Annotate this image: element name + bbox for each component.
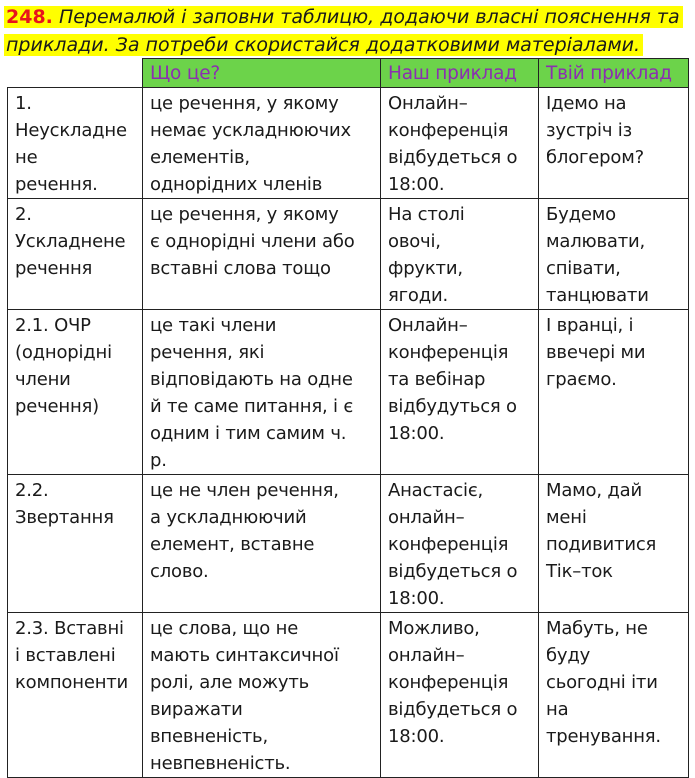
grammar-table	[7, 58, 689, 778]
header-your-example: Твій приклад	[539, 59, 689, 88]
table-row	[8, 475, 689, 613]
header-row	[8, 59, 689, 88]
our-example-cell: Можливо, онлайн– конференція відбудеться о 18:00.	[381, 613, 539, 778]
table-row	[8, 310, 689, 475]
table-row	[8, 613, 689, 778]
task-number: 248.	[6, 6, 53, 28]
task-text: Перемалюй і заповни таблицю, додаючи власні пояснення та приклади. За потреби скористайся додатковими матеріалами.	[6, 6, 680, 56]
table-row	[8, 88, 689, 199]
our-example-cell: Онлайн– конференція та вебінар відбудуться о 18:00.	[381, 310, 539, 475]
our-example-cell: На столі овочі, фрукти, ягоди.	[381, 199, 539, 310]
your-example-cell: І вранці, і ввечері ми граємо.	[539, 310, 689, 475]
our-example-cell: Онлайн– конференція відбудеться о 18:00.	[381, 88, 539, 199]
your-example-cell: Мамо, дай мені подивитися Тік–ток	[539, 475, 689, 613]
table-row	[8, 199, 689, 310]
your-example-cell: Мабуть, не буду сьогодні іти на тренування.	[539, 613, 689, 778]
definition-cell: це такі члени речення, які відповідають на одне й те саме питання, і є одним і тим самим ч. р.	[143, 310, 381, 475]
your-example-cell: Ідемо на зустріч із блогером?	[539, 88, 689, 199]
header-our-example: Наш приклад	[381, 59, 539, 88]
definition-cell: це речення, у якому є однорідні члени або вставні слова тощо	[143, 199, 381, 310]
definition-cell: це слова, що не мають синтаксичної ролі, але можуть виражати впевненість, невпевненість.	[143, 613, 381, 778]
empty-corner-cell	[8, 59, 143, 88]
term-cell: 2.2. Звертання	[8, 475, 143, 613]
term-cell: 1. Неускладне не речення.	[8, 88, 143, 199]
our-example-cell: Анастасіє, онлайн– конференція відбудеться о 18:00.	[381, 475, 539, 613]
term-cell: 2. Ускладнене речення	[8, 199, 143, 310]
definition-cell: це не член речення, а ускладнюючий елемент, вставне слово.	[143, 475, 381, 613]
term-cell: 2.3. Вставні і вставлені компоненти	[8, 613, 143, 778]
term-cell: 2.1. ОЧР (однорідні члени речення)	[8, 310, 143, 475]
definition-cell: це речення, у якому немає ускладнюючих елементів, однорідних членів	[143, 88, 381, 199]
header-what-is-it: Що це?	[143, 59, 381, 88]
your-example-cell: Будемо малювати, співати, танцювати	[539, 199, 689, 310]
task-statement	[4, 3, 684, 59]
